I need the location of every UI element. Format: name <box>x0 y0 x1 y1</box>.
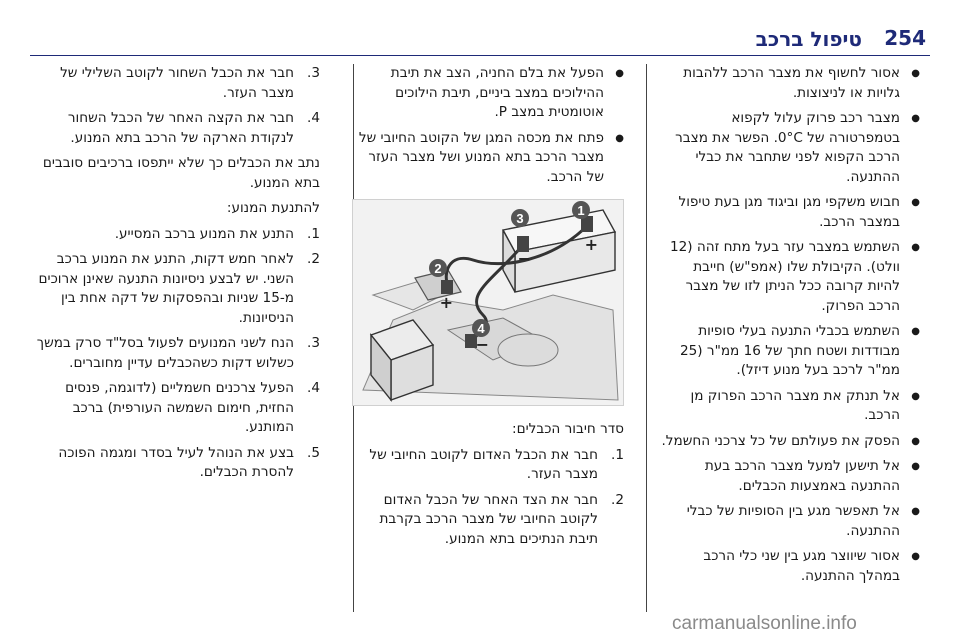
page-header <box>0 0 960 52</box>
callout-3 <box>511 209 529 227</box>
header-divider <box>30 55 930 56</box>
preparation-bullet-list <box>349 64 624 187</box>
svg-text:1: 1 <box>577 203 585 218</box>
bullet-item: ● השתמש במצבר עזר בעל מתח זהה (12 וולט). הקיבולת שלו (אמפ"ש) חייבת להיות קרובה ככל הניתן לזו של מצבר הרכב הפרוק. <box>660 238 920 316</box>
engine-start-title: להתנעת המנוע: <box>226 200 320 216</box>
column-divider <box>646 64 647 612</box>
step-item: 3. הנח לשני המנועים לפעול בסל"ד סרק במשך כשלוש דקות כשהכבלים עדיין מחוברים. <box>36 335 320 371</box>
jump-start-illustration <box>352 199 624 406</box>
connection-steps-continued <box>35 64 320 148</box>
page-title: טיפול ברכב <box>755 27 862 51</box>
bullet-item: ● אל תנתק את מצבר הרכב הפרוק מן הרכב. <box>660 387 920 426</box>
page-number: 254 <box>884 26 926 50</box>
positive-sign: + <box>584 235 598 254</box>
step-item: 4. הפעל צרכנים חשמליים (לדוגמה, פנסים החזית, חימום השמשה העורפית) ברכב המותנע. <box>65 380 320 435</box>
watermark: carmanualsonline.info <box>672 613 857 634</box>
svg-text:2: 2 <box>434 261 442 276</box>
step-item: 2. חבר את הצד האחר של הכבל האדום לקוטב החיובי של מצבר הרכב בקרבת תיבת הנתיכים בתא המנוע. <box>379 491 624 547</box>
right-column <box>660 64 920 592</box>
svg-text:3: 3 <box>516 211 524 226</box>
callout-2 <box>429 259 447 277</box>
safety-bullet-list <box>660 64 920 586</box>
bullet-item: ● השתמש בכבלי התנעה בעלי סופיות מבודדות ושטח חתך של 16 ממ"ר (25 ממ"ר לרכב בעל מנוע דיזל). <box>660 322 920 381</box>
bullet-item: ● אל תאפשר מגע בין הסופיות של כבלי ההתנעה. <box>660 502 920 541</box>
step-item: 3. חבר את הכבל השחור לקוטב השלילי של מצבר העזר. <box>60 65 320 101</box>
engine-bay-drawing <box>353 200 623 405</box>
negative-sign: − <box>517 249 531 268</box>
step-item: 1. התנע את המנוע ברכב המסייע. <box>114 225 320 242</box>
cable-routing-note: נתב את הכבלים כך שלא ייתפסו ברכיבים סובבים בתא המנוע. <box>42 155 320 191</box>
positive-sign: + <box>439 293 453 312</box>
bullet-item: ● חבוש משקפי מגן וביגוד מגן בעת טיפול במצבר הרכב. <box>660 193 920 232</box>
negative-sign: − <box>475 335 489 354</box>
left-column <box>35 64 320 489</box>
engine-start-steps <box>35 225 320 483</box>
connection-order-title: סדר חיבור הכבלים: <box>511 421 624 437</box>
bullet-item: ● הפסק את פעולתם של כל צרכני החשמל. <box>660 432 920 452</box>
svg-text:4: 4 <box>477 321 485 336</box>
bullet-item: ● פתח את מכסה המגן של הקוטב החיובי של מצבר הרכב בתא המנוע ושל מצבר העזר של הרכב. <box>349 129 624 188</box>
middle-column <box>349 64 624 555</box>
callout-1 <box>572 201 590 219</box>
step-item: 1. חבר את הכבל האדום לקוטב החיובי של מצבר העזר. <box>369 446 624 482</box>
step-item: 2. לאחר חמש דקות, התנע את המנוע ברכב השני. יש לבצע ניסיונות התנעה שאינן ארוכים מ-15 שניות ובהפסקות של דקה אחת בין הניסיונות. <box>38 251 320 326</box>
step-item: 4. חבר את הקצה האחר של הכבל השחור לנקודת הארקה של הרכב בתא המנוע. <box>67 110 320 146</box>
bullet-item: ● אסור לחשוף את מצבר הרכב ללהבות גלויות או לניצוצות. <box>660 64 920 103</box>
bullet-item: ● הפעל את בלם החניה, הצב את תיבת ההילוכים במצב ביניים, תיבת הילוכים אוטומטית במצב P. <box>349 64 624 123</box>
bullet-item: ● מצבר רכב פרוק עלול לקפוא בטמפרטורה של 0°C. הפשר את מצבר הרכב הקפוא לפני שתחבר את כבלי ההתנעה. <box>660 109 920 187</box>
step-item: 5. בצע את הנוהל לעיל בסדר ומגמה הפוכה להסרת הכבלים. <box>58 444 320 480</box>
bullet-item: ● אסור שיווצר מגע בין שני כלי הרכב במהלך ההתנעה. <box>660 547 920 586</box>
connection-steps <box>349 446 624 550</box>
bullet-item: ● אל תישען למעל מצבר הרכב בעת ההתנעה באמצעות הכבלים. <box>660 457 920 496</box>
